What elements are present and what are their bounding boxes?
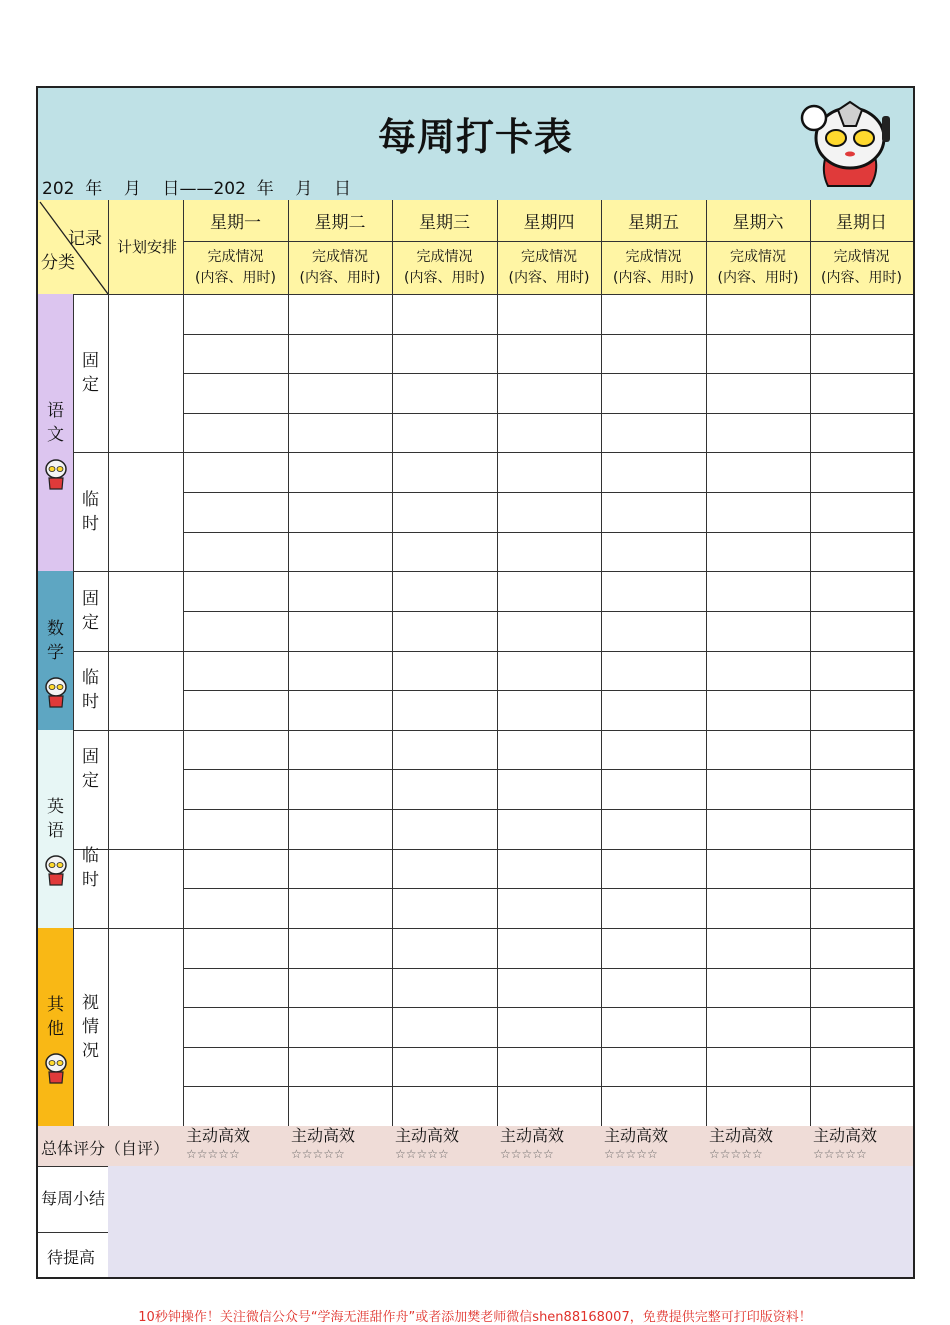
plan-cell[interactable] — [108, 294, 183, 334]
star-rating[interactable]: ☆☆☆☆☆ — [500, 1147, 554, 1161]
plan-cell[interactable] — [108, 1047, 183, 1087]
completion-cell[interactable] — [601, 532, 706, 572]
weekly-checkin-sheet — [36, 86, 915, 1279]
completion-cell[interactable] — [497, 849, 601, 889]
completion-cell[interactable] — [497, 1047, 601, 1087]
completion-cell[interactable] — [392, 849, 497, 889]
star-rating[interactable]: ☆☆☆☆☆ — [813, 1147, 867, 1161]
evaluation-cell-3[interactable] — [395, 1127, 459, 1163]
plan-cell[interactable] — [108, 730, 183, 770]
completion-cell[interactable] — [601, 413, 706, 453]
date-range: 202 年 月 日——202 年 月 日 — [42, 179, 351, 199]
grid-vline — [810, 200, 811, 294]
completion-cell[interactable] — [392, 730, 497, 770]
completion-cell[interactable] — [706, 334, 810, 374]
completion-cell[interactable] — [497, 611, 601, 651]
completion-cell[interactable] — [601, 1007, 706, 1047]
completion-cell[interactable] — [810, 1007, 913, 1047]
plan-cell[interactable] — [108, 769, 183, 809]
completion-cell[interactable] — [601, 769, 706, 809]
completion-cell[interactable] — [288, 1086, 392, 1126]
completion-cell[interactable] — [601, 571, 706, 611]
completion-cell[interactable] — [288, 571, 392, 611]
completion-cell[interactable] — [497, 1086, 601, 1126]
header-plan-label: 计划安排 — [116, 238, 177, 256]
completion-cell[interactable] — [288, 730, 392, 770]
completion-cell[interactable] — [497, 492, 601, 532]
completion-cell[interactable] — [706, 294, 810, 334]
grid-vline — [288, 200, 289, 294]
completion-cell[interactable] — [706, 1086, 810, 1126]
completion-cell[interactable] — [706, 928, 810, 968]
completion-cell[interactable] — [497, 888, 601, 928]
completion-cell[interactable] — [810, 452, 913, 492]
group-label: 固 定 — [82, 588, 99, 633]
completion-cell[interactable] — [392, 690, 497, 730]
completion-cell[interactable] — [810, 690, 913, 730]
completion-cell[interactable] — [601, 1047, 706, 1087]
group-label: 临 时 — [82, 489, 99, 534]
completion-cell[interactable] — [288, 769, 392, 809]
star-rating[interactable]: ☆☆☆☆☆ — [604, 1147, 658, 1161]
completion-cell[interactable] — [706, 373, 810, 413]
completion-cell[interactable] — [601, 809, 706, 849]
mascot-icon — [42, 853, 70, 887]
evaluation-cell-2[interactable] — [291, 1127, 355, 1163]
completion-cell[interactable] — [288, 809, 392, 849]
completion-cell[interactable] — [810, 1086, 913, 1126]
plan-cell[interactable] — [108, 968, 183, 1008]
evaluation-text: 主动高效 — [291, 1126, 356, 1145]
completion-cell[interactable] — [810, 334, 913, 374]
completion-cell[interactable] — [392, 888, 497, 928]
header-divider — [183, 241, 913, 242]
completion-cell[interactable] — [706, 690, 810, 730]
completion-cell[interactable] — [810, 968, 913, 1008]
completion-cell[interactable] — [497, 373, 601, 413]
plan-cell[interactable] — [108, 611, 183, 651]
grid-vline — [392, 200, 393, 294]
to-improve-label: 待提高 — [47, 1248, 96, 1267]
evaluation-cell-5[interactable] — [604, 1127, 668, 1163]
completion-cell[interactable] — [183, 809, 288, 849]
star-rating[interactable]: ☆☆☆☆☆ — [709, 1147, 763, 1161]
completion-cell[interactable] — [706, 492, 810, 532]
day-header-5: 星期五 — [628, 213, 679, 233]
plan-cell[interactable] — [108, 532, 183, 572]
group-label: 视 情 况 — [82, 992, 99, 1061]
completion-cell[interactable] — [183, 532, 288, 572]
completion-cell[interactable] — [183, 373, 288, 413]
completion-cell[interactable] — [392, 571, 497, 611]
completion-cell[interactable] — [706, 968, 810, 1008]
evaluation-text: 主动高效 — [813, 1126, 878, 1145]
completion-cell[interactable] — [601, 492, 706, 532]
completion-cell[interactable] — [601, 611, 706, 651]
completion-cell[interactable] — [392, 1047, 497, 1087]
completion-cell[interactable] — [497, 690, 601, 730]
completion-cell[interactable] — [601, 651, 706, 691]
star-rating[interactable]: ☆☆☆☆☆ — [186, 1147, 240, 1161]
completion-cell[interactable] — [288, 888, 392, 928]
completion-cell[interactable] — [183, 334, 288, 374]
completion-cell[interactable] — [288, 334, 392, 374]
completion-cell[interactable] — [497, 651, 601, 691]
completion-cell[interactable] — [497, 571, 601, 611]
evaluation-text: 主动高效 — [186, 1126, 251, 1145]
weekly-summary-label: 每周小结 — [41, 1189, 106, 1208]
completion-cell[interactable] — [497, 928, 601, 968]
completion-cell[interactable] — [392, 968, 497, 1008]
completion-cell[interactable] — [183, 888, 288, 928]
completion-cell[interactable] — [183, 651, 288, 691]
completion-cell[interactable] — [183, 928, 288, 968]
ultraman-mascot-icon — [798, 98, 898, 194]
completion-cell[interactable] — [706, 571, 810, 611]
group-label: 临 时 — [82, 846, 99, 891]
completion-cell[interactable] — [706, 611, 810, 651]
completion-cell[interactable] — [810, 1047, 913, 1087]
completion-cell[interactable] — [706, 888, 810, 928]
evaluation-label: 总体评分（自评） — [41, 1139, 170, 1158]
evaluation-cell-6[interactable] — [709, 1127, 773, 1163]
star-rating[interactable]: ☆☆☆☆☆ — [395, 1147, 449, 1161]
to-improve-field[interactable] — [108, 1232, 913, 1277]
completion-cell[interactable] — [392, 334, 497, 374]
subject-label: 其 他 — [47, 994, 64, 1039]
completion-cell[interactable] — [601, 928, 706, 968]
completion-cell[interactable] — [183, 968, 288, 1008]
completion-cell[interactable] — [392, 492, 497, 532]
completion-cell[interactable] — [810, 532, 913, 572]
grid-vline — [183, 200, 184, 294]
page-title: 每周打卡表 — [377, 115, 573, 159]
completion-cell[interactable] — [810, 413, 913, 453]
subject-label: 英 语 — [47, 796, 64, 841]
day-header-2: 星期二 — [314, 213, 366, 233]
completion-cell[interactable] — [288, 294, 392, 334]
plan-cell[interactable] — [108, 373, 183, 413]
completion-cell[interactable] — [183, 730, 288, 770]
completion-cell[interactable] — [288, 690, 392, 730]
day-header-3: 星期三 — [419, 213, 470, 233]
completion-status-header: 完成情况 (内容、用时) — [195, 249, 276, 286]
completion-cell[interactable] — [183, 492, 288, 532]
completion-cell[interactable] — [392, 1007, 497, 1047]
completion-cell[interactable] — [810, 651, 913, 691]
plan-cell[interactable] — [108, 928, 183, 968]
completion-cell[interactable] — [392, 294, 497, 334]
completion-cell[interactable] — [497, 809, 601, 849]
plan-cell[interactable] — [108, 651, 183, 691]
day-header-7: 星期日 — [836, 213, 887, 233]
grid-vline — [601, 200, 602, 294]
completion-cell[interactable] — [601, 294, 706, 334]
completion-cell[interactable] — [497, 968, 601, 1008]
plan-cell[interactable] — [108, 334, 183, 374]
completion-cell[interactable] — [183, 571, 288, 611]
completion-cell[interactable] — [810, 849, 913, 889]
completion-cell[interactable] — [392, 651, 497, 691]
completion-status-header: 完成情况 (内容、用时) — [299, 249, 381, 286]
completion-cell[interactable] — [183, 849, 288, 889]
completion-cell[interactable] — [497, 532, 601, 572]
group-label: 固 定 — [82, 351, 99, 396]
completion-cell[interactable] — [706, 1047, 810, 1087]
completion-cell[interactable] — [288, 611, 392, 651]
completion-cell[interactable] — [810, 373, 913, 413]
completion-cell[interactable] — [601, 452, 706, 492]
completion-cell[interactable] — [497, 413, 601, 453]
mascot-icon — [42, 1051, 70, 1085]
day-header-6: 星期六 — [732, 213, 784, 233]
completion-cell[interactable] — [601, 968, 706, 1008]
evaluation-text: 主动高效 — [604, 1126, 669, 1145]
completion-cell[interactable] — [183, 611, 288, 651]
plan-cell[interactable] — [108, 1007, 183, 1047]
subject-label: 语 文 — [47, 400, 64, 445]
completion-cell[interactable] — [392, 452, 497, 492]
completion-cell[interactable] — [183, 413, 288, 453]
evaluation-text: 主动高效 — [395, 1126, 460, 1145]
group-label: 临 时 — [82, 668, 99, 713]
plan-cell[interactable] — [108, 809, 183, 849]
completion-cell[interactable] — [288, 1047, 392, 1087]
completion-cell[interactable] — [810, 294, 913, 334]
completion-cell[interactable] — [601, 690, 706, 730]
mascot-icon — [42, 675, 70, 709]
title-band — [38, 88, 913, 201]
subject-label: 数 学 — [47, 618, 64, 663]
completion-cell[interactable] — [706, 849, 810, 889]
plan-cell[interactable] — [108, 571, 183, 611]
completion-cell[interactable] — [288, 373, 392, 413]
completion-cell[interactable] — [810, 611, 913, 651]
mascot-icon — [42, 457, 70, 491]
completion-cell[interactable] — [392, 532, 497, 572]
completion-status-header: 完成情况 (内容、用时) — [821, 249, 902, 286]
completion-cell[interactable] — [601, 334, 706, 374]
completion-cell[interactable] — [706, 1007, 810, 1047]
plan-cell[interactable] — [108, 492, 183, 532]
completion-cell[interactable] — [497, 334, 601, 374]
completion-cell[interactable] — [601, 1086, 706, 1126]
plan-cell[interactable] — [108, 849, 183, 889]
grid-vline — [706, 200, 707, 294]
completion-cell[interactable] — [183, 1007, 288, 1047]
completion-cell[interactable] — [392, 611, 497, 651]
completion-cell[interactable] — [288, 849, 392, 889]
completion-cell[interactable] — [183, 769, 288, 809]
completion-cell[interactable] — [392, 809, 497, 849]
completion-cell[interactable] — [288, 492, 392, 532]
completion-cell[interactable] — [497, 769, 601, 809]
evaluation-text: 主动高效 — [500, 1126, 565, 1145]
completion-cell[interactable] — [288, 452, 392, 492]
completion-cell[interactable] — [183, 1086, 288, 1126]
day-header-1: 星期一 — [210, 213, 261, 233]
completion-cell[interactable] — [392, 373, 497, 413]
completion-cell[interactable] — [706, 452, 810, 492]
completion-cell[interactable] — [392, 1086, 497, 1126]
completion-cell[interactable] — [706, 532, 810, 572]
completion-cell[interactable] — [810, 769, 913, 809]
completion-cell[interactable] — [601, 849, 706, 889]
completion-cell[interactable] — [497, 1007, 601, 1047]
completion-cell[interactable] — [810, 492, 913, 532]
completion-cell[interactable] — [810, 888, 913, 928]
completion-status-header: 完成情况 (内容、用时) — [404, 249, 485, 286]
evaluation-row — [38, 1126, 913, 1166]
completion-cell[interactable] — [497, 730, 601, 770]
grid-vline — [497, 200, 498, 294]
completion-status-header: 完成情况 (内容、用时) — [508, 249, 590, 286]
star-rating[interactable]: ☆☆☆☆☆ — [291, 1147, 345, 1161]
day-header-4: 星期四 — [523, 213, 575, 233]
plan-cell[interactable] — [108, 690, 183, 730]
completion-cell[interactable] — [183, 452, 288, 492]
completion-cell[interactable] — [706, 809, 810, 849]
plan-cell[interactable] — [108, 413, 183, 453]
completion-status-header: 完成情况 (内容、用时) — [717, 249, 799, 286]
completion-cell[interactable] — [810, 730, 913, 770]
completion-status-header: 完成情况 (内容、用时) — [613, 249, 694, 286]
completion-cell[interactable] — [288, 413, 392, 453]
completion-cell[interactable] — [706, 413, 810, 453]
weekly-summary-field[interactable] — [108, 1166, 913, 1232]
completion-cell[interactable] — [497, 452, 601, 492]
completion-cell[interactable] — [288, 968, 392, 1008]
completion-cell[interactable] — [392, 413, 497, 453]
completion-cell[interactable] — [810, 809, 913, 849]
evaluation-cell-4[interactable] — [500, 1127, 564, 1163]
completion-cell[interactable] — [601, 373, 706, 413]
completion-cell[interactable] — [392, 928, 497, 968]
completion-cell[interactable] — [706, 651, 810, 691]
completion-cell[interactable] — [601, 730, 706, 770]
grid-vline — [108, 200, 109, 294]
completion-cell[interactable] — [288, 1007, 392, 1047]
completion-cell[interactable] — [183, 1047, 288, 1087]
completion-cell[interactable] — [288, 532, 392, 572]
completion-cell[interactable] — [706, 730, 810, 770]
header-category-label: 分类 — [41, 253, 75, 273]
completion-cell[interactable] — [497, 294, 601, 334]
completion-cell[interactable] — [392, 769, 497, 809]
plan-cell[interactable] — [108, 1086, 183, 1126]
completion-cell[interactable] — [601, 888, 706, 928]
evaluation-cell-7[interactable] — [813, 1127, 877, 1163]
completion-cell[interactable] — [288, 928, 392, 968]
completion-cell[interactable] — [288, 651, 392, 691]
completion-cell[interactable] — [810, 928, 913, 968]
footer-promo-text: 10秒钟操作！关注微信公众号“学海无涯甜作舟”或者添加樊老师微信shen88168007，免费提供完整可打印版资料！ — [138, 1310, 812, 1325]
completion-cell[interactable] — [183, 294, 288, 334]
evaluation-text: 主动高效 — [709, 1126, 774, 1145]
completion-cell[interactable] — [810, 571, 913, 611]
plan-cell[interactable] — [108, 452, 183, 492]
completion-cell[interactable] — [183, 690, 288, 730]
completion-cell[interactable] — [706, 769, 810, 809]
header-record-label: 记录 — [68, 229, 102, 249]
evaluation-cell-1[interactable] — [186, 1127, 250, 1163]
group-label: 固 定 — [82, 747, 99, 792]
plan-cell[interactable] — [108, 888, 183, 928]
